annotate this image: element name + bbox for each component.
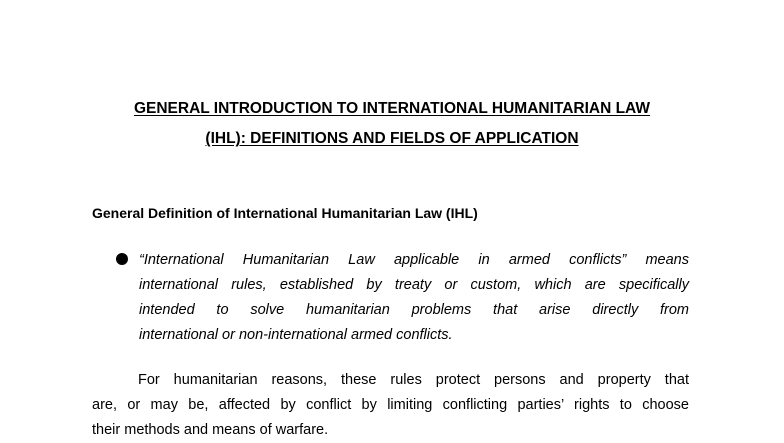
quote-line: intended to solve humanitarian problems that arise directly from bbox=[139, 302, 689, 318]
quote-line: “International Humanitarian Law applicable in armed conflicts” means bbox=[139, 252, 689, 268]
quote-line: international rules, established by treaty or custom, which are specifically bbox=[139, 277, 689, 293]
paragraph-line: For humanitarian reasons, these rules protect persons and property that bbox=[138, 372, 689, 388]
title-line-2: (IHL): DEFINITIONS AND FIELDS OF APPLICATION bbox=[205, 130, 579, 147]
bullet-icon bbox=[116, 253, 128, 265]
definition-quote bbox=[139, 248, 689, 348]
section-heading: General Definition of International Humanitarian Law (IHL) bbox=[92, 205, 478, 221]
paragraph-line: are, or may be, affected by conflict by limiting conflicting parties’ rights to choose bbox=[92, 397, 689, 413]
quote-line: international or non-international armed conflicts. bbox=[139, 327, 453, 343]
title-line-1: GENERAL INTRODUCTION TO INTERNATIONAL HUMANITARIAN LAW bbox=[133, 100, 651, 117]
paragraph-line: their methods and means of warfare. bbox=[92, 422, 329, 438]
page-title bbox=[0, 94, 784, 154]
body-paragraph bbox=[92, 368, 689, 443]
